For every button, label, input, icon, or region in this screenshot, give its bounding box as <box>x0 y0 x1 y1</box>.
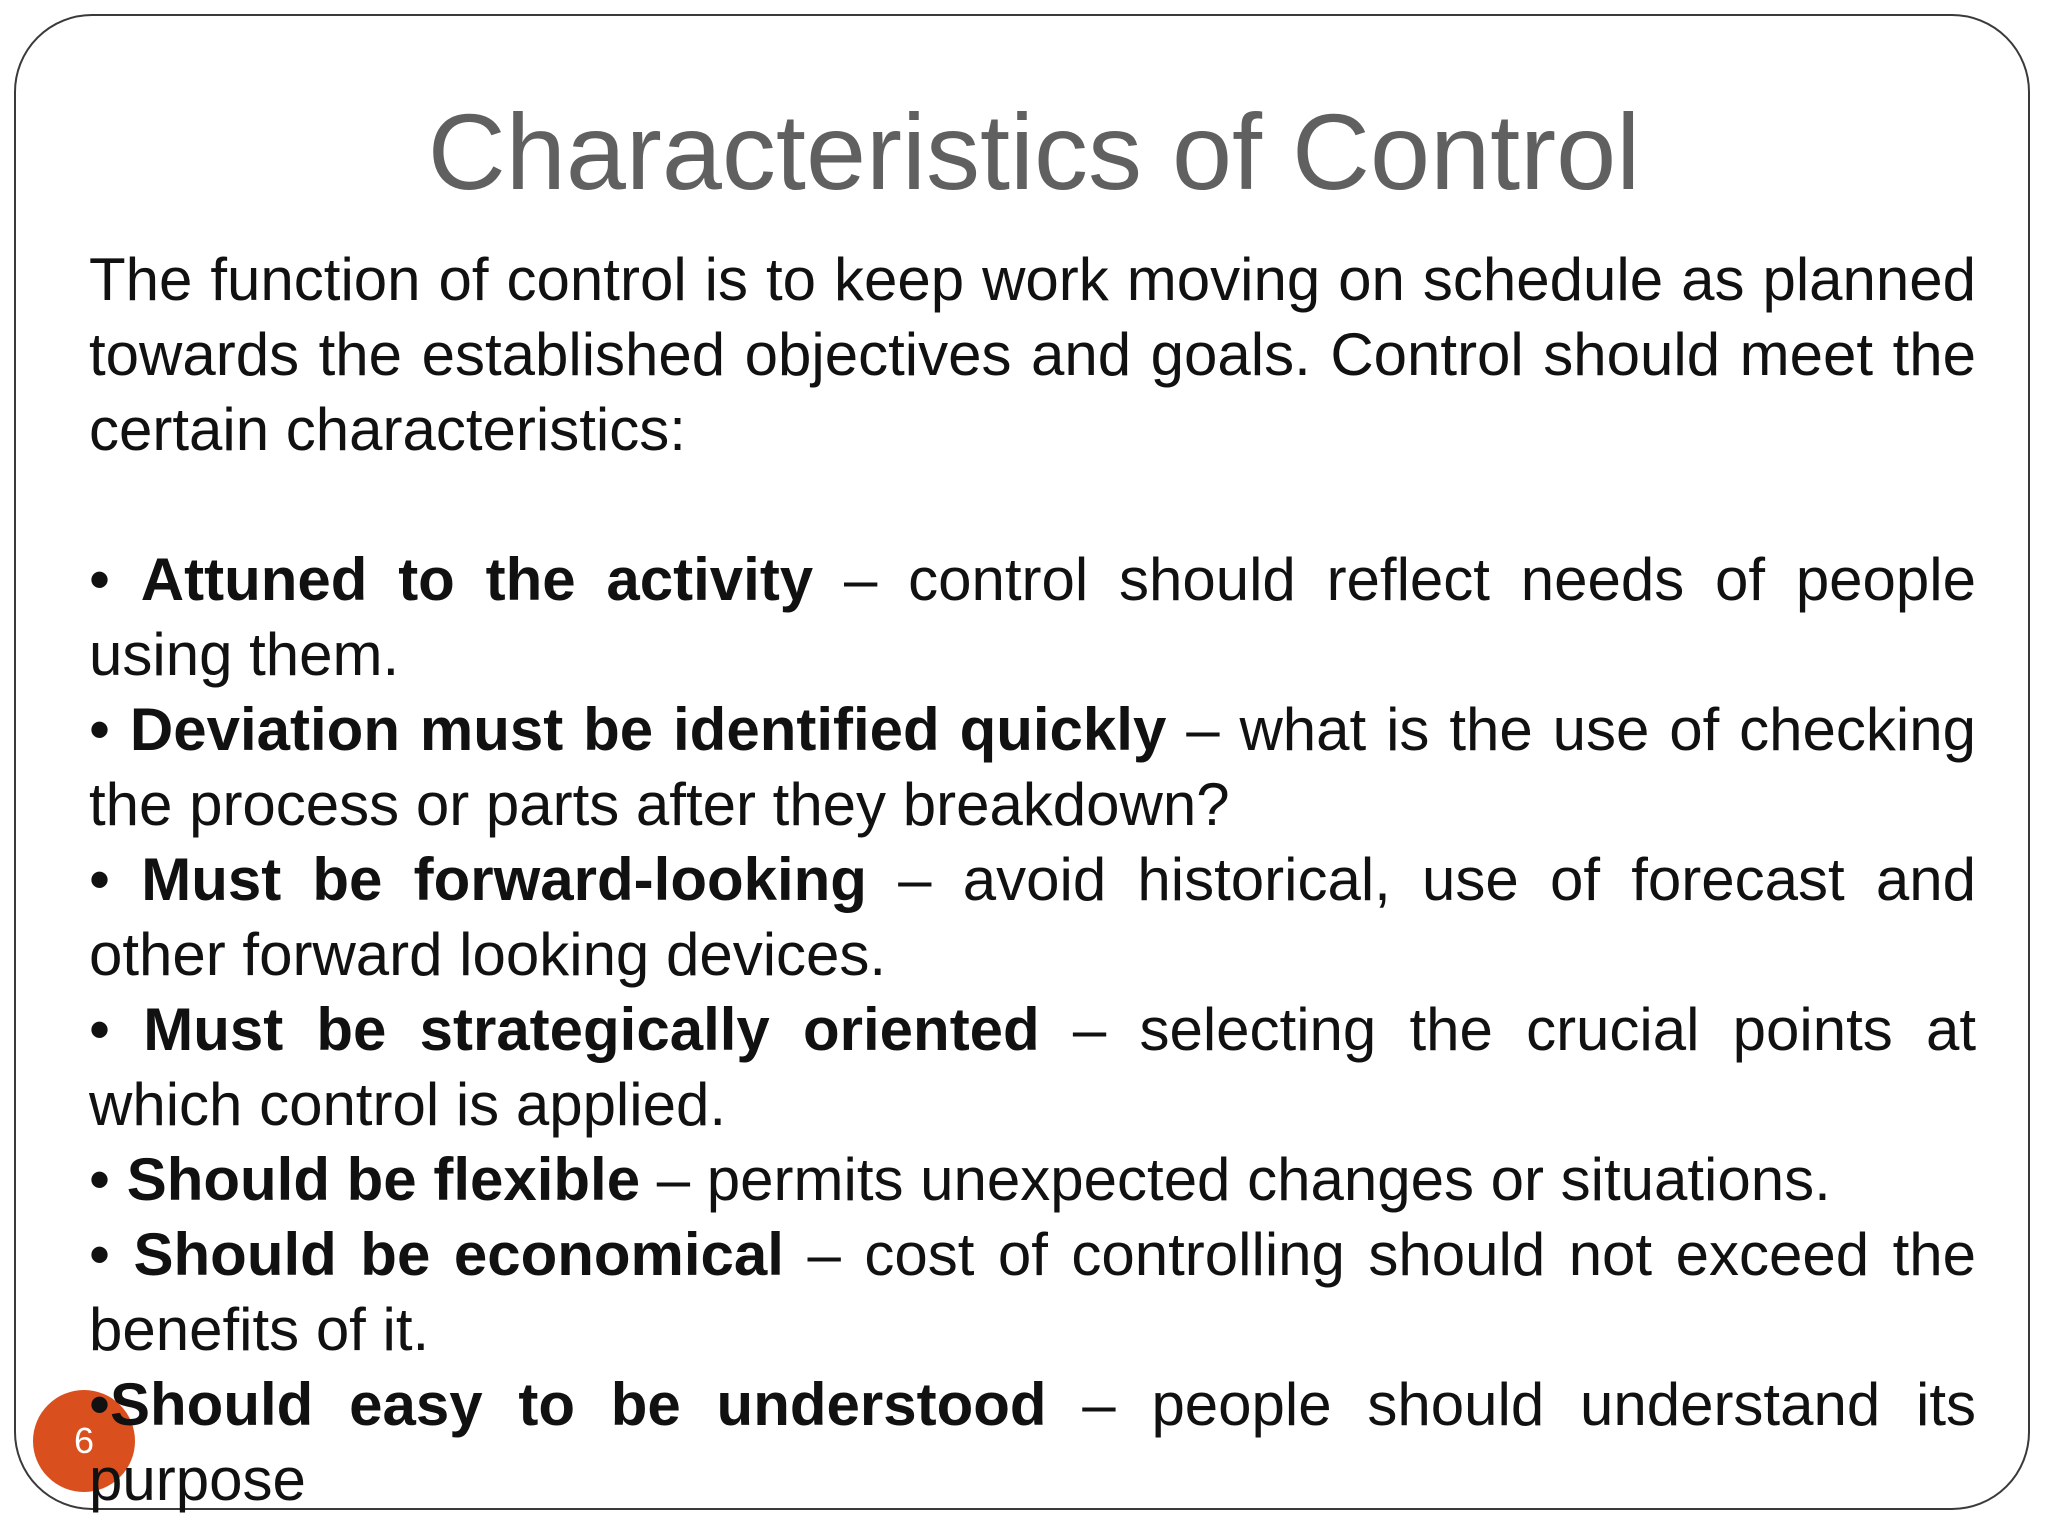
bullet-marker: • <box>89 1221 134 1288</box>
slide-body <box>89 242 1976 1517</box>
bullet-marker: • <box>89 1146 127 1213</box>
bullet-item-strategic <box>89 992 1976 1142</box>
bullet-description: – cost of controlling should not exceed the benefits of it. <box>89 1221 1976 1363</box>
bullet-term: Should be flexible <box>126 1146 641 1213</box>
bullet-description: – selecting the crucial points at which control is applied. <box>89 996 1977 1138</box>
bullet-term: Must be forward-looking <box>141 846 867 913</box>
bullet-term: Should be economical <box>133 1221 784 1288</box>
bullet-item-forward-looking <box>89 842 1976 992</box>
slide-title: Characteristics of Control <box>427 91 1641 212</box>
bullet-item-deviation <box>89 692 1976 842</box>
bullet-marker: • <box>89 1371 111 1438</box>
bullet-description: – people should understand its purpose <box>89 1371 1976 1513</box>
paragraph-spacer <box>89 467 1976 542</box>
bullet-term: Must be strategically oriented <box>143 996 1040 1063</box>
intro-paragraph: The function of control is to keep work moving on schedule as planned towards the established objectives and goals. Control should meet the certain characteristics: <box>89 246 1976 463</box>
bullet-term: Should easy to be understood <box>110 1371 1047 1438</box>
bullet-description: – control should reflect needs of people using them. <box>89 546 1976 688</box>
bullet-item-economical <box>89 1217 1976 1367</box>
bullet-description: – what is the use of checking the process or parts after they breakdown? <box>89 696 1976 838</box>
bullet-marker: • <box>89 696 130 763</box>
bullet-term: Deviation must be identified quickly <box>129 696 1167 763</box>
bullet-item-understood <box>89 1367 1976 1517</box>
bullet-description: – avoid historical, use of forecast and other forward looking devices. <box>89 846 1976 988</box>
bullet-description: – permits unexpected changes or situations. <box>640 1146 1831 1213</box>
bullet-term: Attuned to the activity <box>140 546 814 613</box>
page-number-badge: 6 <box>33 1390 135 1492</box>
bullet-marker: • <box>89 546 141 613</box>
bullet-marker: • <box>89 996 144 1063</box>
bullet-item-attuned <box>89 542 1976 692</box>
bullet-item-flexible <box>89 1142 1976 1217</box>
bullet-marker: • <box>89 846 142 913</box>
